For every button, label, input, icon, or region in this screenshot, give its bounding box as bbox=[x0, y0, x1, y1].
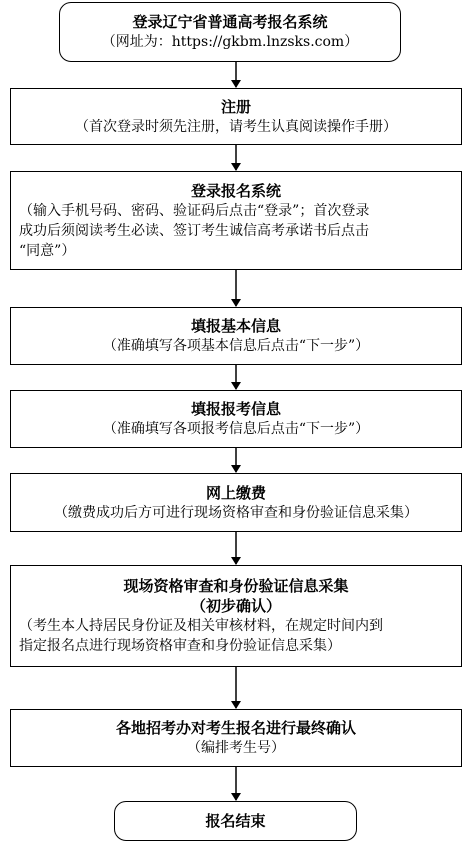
step-desc: （编排考生号） bbox=[187, 740, 285, 756]
step-final-confirmation bbox=[10, 709, 462, 767]
step-login-system bbox=[10, 171, 462, 270]
step-title: 填报报考信息 bbox=[190, 400, 281, 418]
step-desc-line-2: 成功后须阅读考生必读、签订考生诚信高考承诺书后点击 bbox=[19, 222, 369, 239]
step-title: 报名结束 bbox=[205, 812, 266, 830]
step-subtitle: （初步确认） bbox=[190, 597, 281, 615]
step-title: 登录报名系统 bbox=[190, 181, 281, 200]
step-title: 登录辽宁省普通高考报名系统 bbox=[132, 13, 328, 31]
step-title: 注册 bbox=[220, 97, 251, 116]
step-desc-line-2: 指定报名点进行现场资格审查和身份验证信息采集） bbox=[19, 638, 341, 654]
step-login-portal bbox=[59, 2, 401, 62]
step-title: 网上缴费 bbox=[205, 483, 266, 502]
step-desc: （准确填写各项基本信息后点击“下一步”） bbox=[102, 338, 370, 354]
step-desc-line-1: （考生本人持居民身份证及相关审核材料，在规定时间内到 bbox=[19, 618, 383, 634]
step-title: 填报基本信息 bbox=[190, 317, 281, 335]
step-desc: （准确填写各项报考信息后点击“下一步”） bbox=[102, 421, 370, 437]
step-desc-line-1: （输入手机号码、密码、验证码后点击“登录”；首次登录 bbox=[19, 202, 370, 219]
step-registration-complete bbox=[114, 801, 357, 841]
step-exam-info bbox=[10, 390, 462, 448]
step-desc-line-3: “同意”） bbox=[19, 242, 76, 259]
step-basic-info bbox=[10, 307, 462, 365]
step-desc: （首次登录时须先注册，请考生认真阅读操作手册） bbox=[75, 118, 397, 135]
step-desc: （网址为：https://gkbm.lnzsks.com） bbox=[101, 34, 359, 50]
step-desc: （缴费成功后方可进行现场资格审查和身份验证信息采集） bbox=[54, 504, 418, 521]
step-title: 各地招考办对考生报名进行最终确认 bbox=[115, 719, 356, 737]
step-title: 现场资格审查和身份验证信息采集 bbox=[123, 577, 349, 595]
step-onsite-review bbox=[10, 565, 462, 667]
step-register bbox=[10, 88, 462, 145]
step-online-payment bbox=[10, 473, 462, 532]
